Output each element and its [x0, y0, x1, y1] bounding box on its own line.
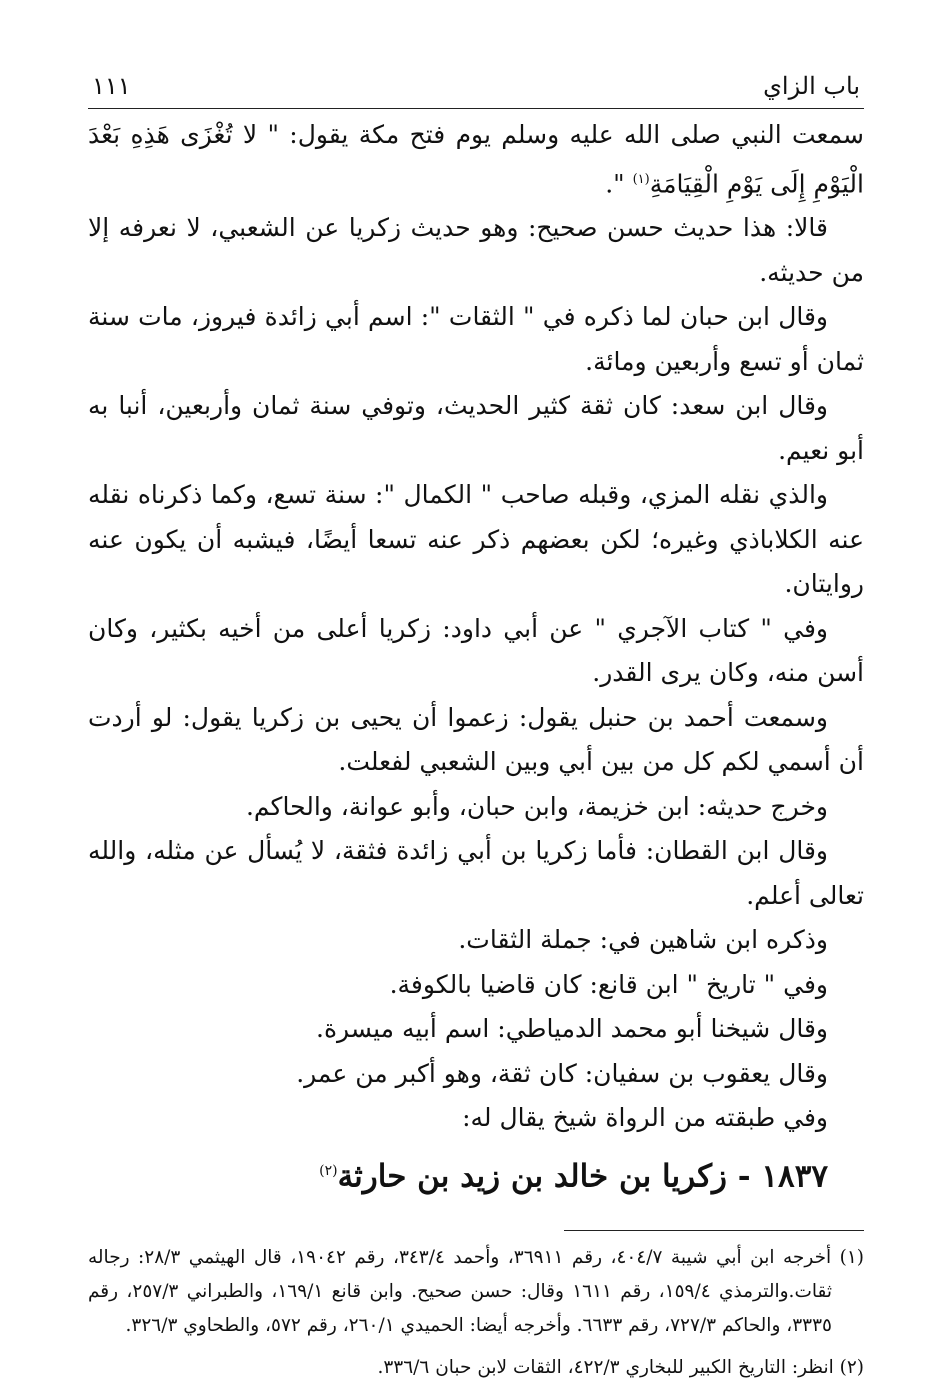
paragraph: وفي " تاريخ " ابن قانع: كان قاضيا بالكوفة. [389, 969, 828, 999]
footnote-rule [564, 1230, 864, 1231]
footnotes [88, 1241, 864, 1385]
paragraph-text: سمعت النبي صلى الله عليه وسلم يوم فتح مكة يقول: " لا تُغْزَى هَذِهِ بَعْدَ الْيَوْمِ إِلَى يَوْمِ الْقِيَامَةِ [88, 120, 864, 198]
entry-heading-text: ١٨٣٧ - زكريا بن خالد بن زيد بن حارثة [337, 1158, 828, 1195]
paragraph: وسمعت أحمد بن حنبل يقول: زعموا أن يحيى بن زكريا يقول: لو أردت أن أسمي لكم كل من بين أبي وبين الشعبي لفعلت. [88, 702, 864, 777]
book-page [88, 60, 864, 1379]
footnote: (١) أخرجه ابن أبي شيبة ٤٠٤/٧، رقم ٣٦٩١١، وأحمد ٣٤٣/٤، رقم ١٩٠٤٢، قال الهيثمي ٢٨/٣: رجاله ثقات.والترمذي ١٥٩/٤، رقم ١٦١١ وقال: حسن صحيح. وابن قانع ١٦٩/١، والطبراني ٢٥٧/٣، رقم ٣٣٣٥، والحاكم ٧٢٧/٣، رقم ٦٦٣٣. وأخرجه أيضا: الحميدي ٢٦٠/١، رقم ٥٧٢، والطحاوي ٣٢٦/٣. [88, 1247, 864, 1337]
page-header [88, 60, 864, 104]
paragraph [88, 113, 864, 206]
paragraph: وقال ابن سعد: كان ثقة كثير الحديث، وتوفي سنة ثمان وأربعين، أنبا به أبو نعيم. [88, 391, 864, 465]
paragraph: وقال ابن حبان لما ذكره في " الثقات ": اسم أبي زائدة فيروز، مات سنة ثمان أو تسع وأربعين ومائة. [88, 302, 864, 376]
paragraph: وخرج حديثه: ابن خزيمة، وابن حبان، وأبو عوانة، والحاكم. [245, 791, 828, 821]
main-text [88, 113, 864, 1141]
chapter-title: باب الزاي [763, 72, 860, 100]
paragraph: وذكره ابن شاهين في: جملة الثقات. [458, 925, 828, 955]
paragraph: والذي نقله المزي، وقبله صاحب " الكمال ": سنة تسع، وكما ذكرناه نقله عنه الكلاباذي وغيره؛ لكن بعضهم ذكر عنه تسعا أيضًا، فيشبه أن يكون عنه روايتان. [88, 480, 864, 599]
paragraph: قالا: هذا حديث حسن صحيح: وهو حديث زكريا عن الشعبي، لا نعرفه إلا من حديثه. [88, 213, 864, 287]
paragraph: وقال ابن القطان: فأما زكريا بن أبي زائدة فثقة، لا يُسأل عن مثله، والله تعالى أعلم. [88, 836, 864, 910]
entry-heading [88, 1147, 864, 1200]
footnote-ref: (١) [632, 171, 650, 187]
footnote-ref: (٢) [319, 1162, 338, 1179]
paragraph: وفي " كتاب الآجري " عن أبي داود: زكريا أعلى من أخيه بكثير، وكان أسن منه، وكان يرى القدر. [88, 613, 864, 688]
header-rule [88, 108, 864, 109]
paragraph-text-tail: ". [605, 168, 633, 198]
footnote: (٢) انظر: التاريخ الكبير للبخاري ٤٢٢/٣، الثقات لابن حبان ٣٣٦/٦. [377, 1357, 864, 1379]
paragraph: وفي طبقته من الرواة شيخ يقال له: [462, 1103, 828, 1133]
page-number: ١١١ [92, 72, 131, 100]
paragraph: وقال شيخنا أبو محمد الدمياطي: اسم أبيه ميسرة. [316, 1014, 828, 1044]
paragraph: وقال يعقوب بن سفيان: كان ثقة، وهو أكبر من عمر. [296, 1058, 828, 1088]
